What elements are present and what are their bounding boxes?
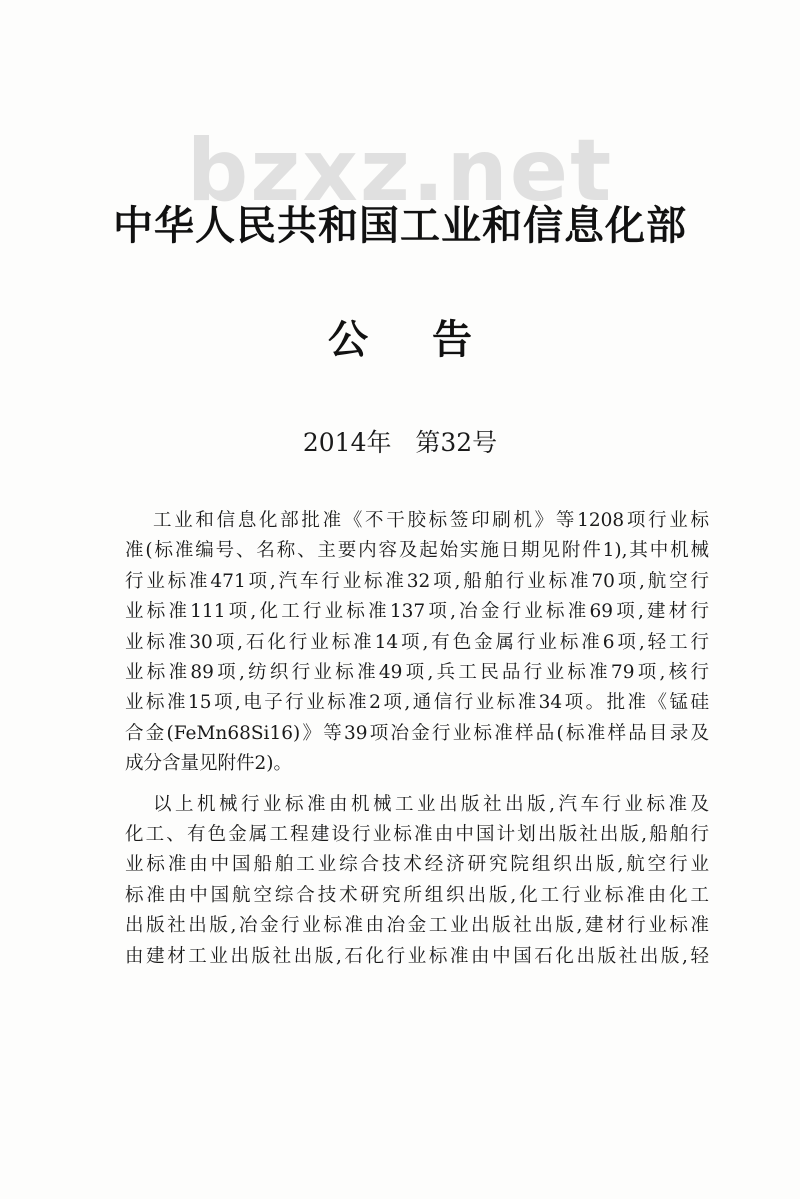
text-line: 合金(FeMn68Si16)》等39项冶金行业标准样品(标准样品目录及 bbox=[125, 722, 709, 744]
announcement-body bbox=[125, 506, 709, 972]
text-line: 由建材工业出版社出版,石化行业标准由中国石化出版社出版,轻 bbox=[125, 945, 709, 967]
text-line: 出版社出版,冶金行业标准由冶金工业出版社出版,建材行业标准 bbox=[125, 915, 709, 937]
document-number bbox=[0, 428, 800, 458]
text-line: 业标准15项,电子行业标准2项,通信行业标准34项。批准《锰硅 bbox=[125, 692, 709, 714]
text-line: 成分含量见附件2)。 bbox=[125, 753, 292, 775]
text-line: 业标准由中国船舶工业综合技术经济研究院组织出版,航空行业 bbox=[125, 854, 709, 876]
paragraph bbox=[125, 506, 709, 780]
issuing-ministry: 中华人民共和国工业和信息化部 bbox=[113, 203, 687, 249]
text-line: 标准由中国航空综合技术研究所组织出版,化工行业标准由化工 bbox=[125, 884, 709, 906]
watermark: bzxz.net bbox=[186, 121, 614, 221]
announcement-number: 第32号 bbox=[415, 428, 498, 457]
text-line: 工业和信息化部批准《不干胶标签印刷机》等1208项行业标 bbox=[153, 510, 709, 531]
text-line: 行业标准471项,汽车行业标准32项,船舶行业标准70项,航空行 bbox=[125, 570, 709, 592]
paragraph bbox=[125, 790, 709, 972]
text-line: 准(标准编号、名称、主要内容及起始实施日期见附件1),其中机械 bbox=[125, 540, 709, 562]
text-line: 业标准30项,石化行业标准14项,有色金属行业标准6项,轻工行 bbox=[125, 631, 709, 653]
text-line: 化工、有色金属工程建设行业标准由中国计划出版社出版,船舶行 bbox=[125, 824, 709, 846]
document-title: 公告 bbox=[328, 317, 536, 363]
text-line: 业标准111项,化工行业标准137项,冶金行业标准69项,建材行 bbox=[125, 601, 709, 623]
document-year: 2014年 bbox=[302, 428, 392, 457]
text-line: 业标准89项,纺织行业标准49项,兵工民品行业标准79项,核行 bbox=[125, 662, 709, 684]
text-line: 以上机械行业标准由机械工业出版社出版,汽车行业标准及 bbox=[153, 793, 709, 815]
